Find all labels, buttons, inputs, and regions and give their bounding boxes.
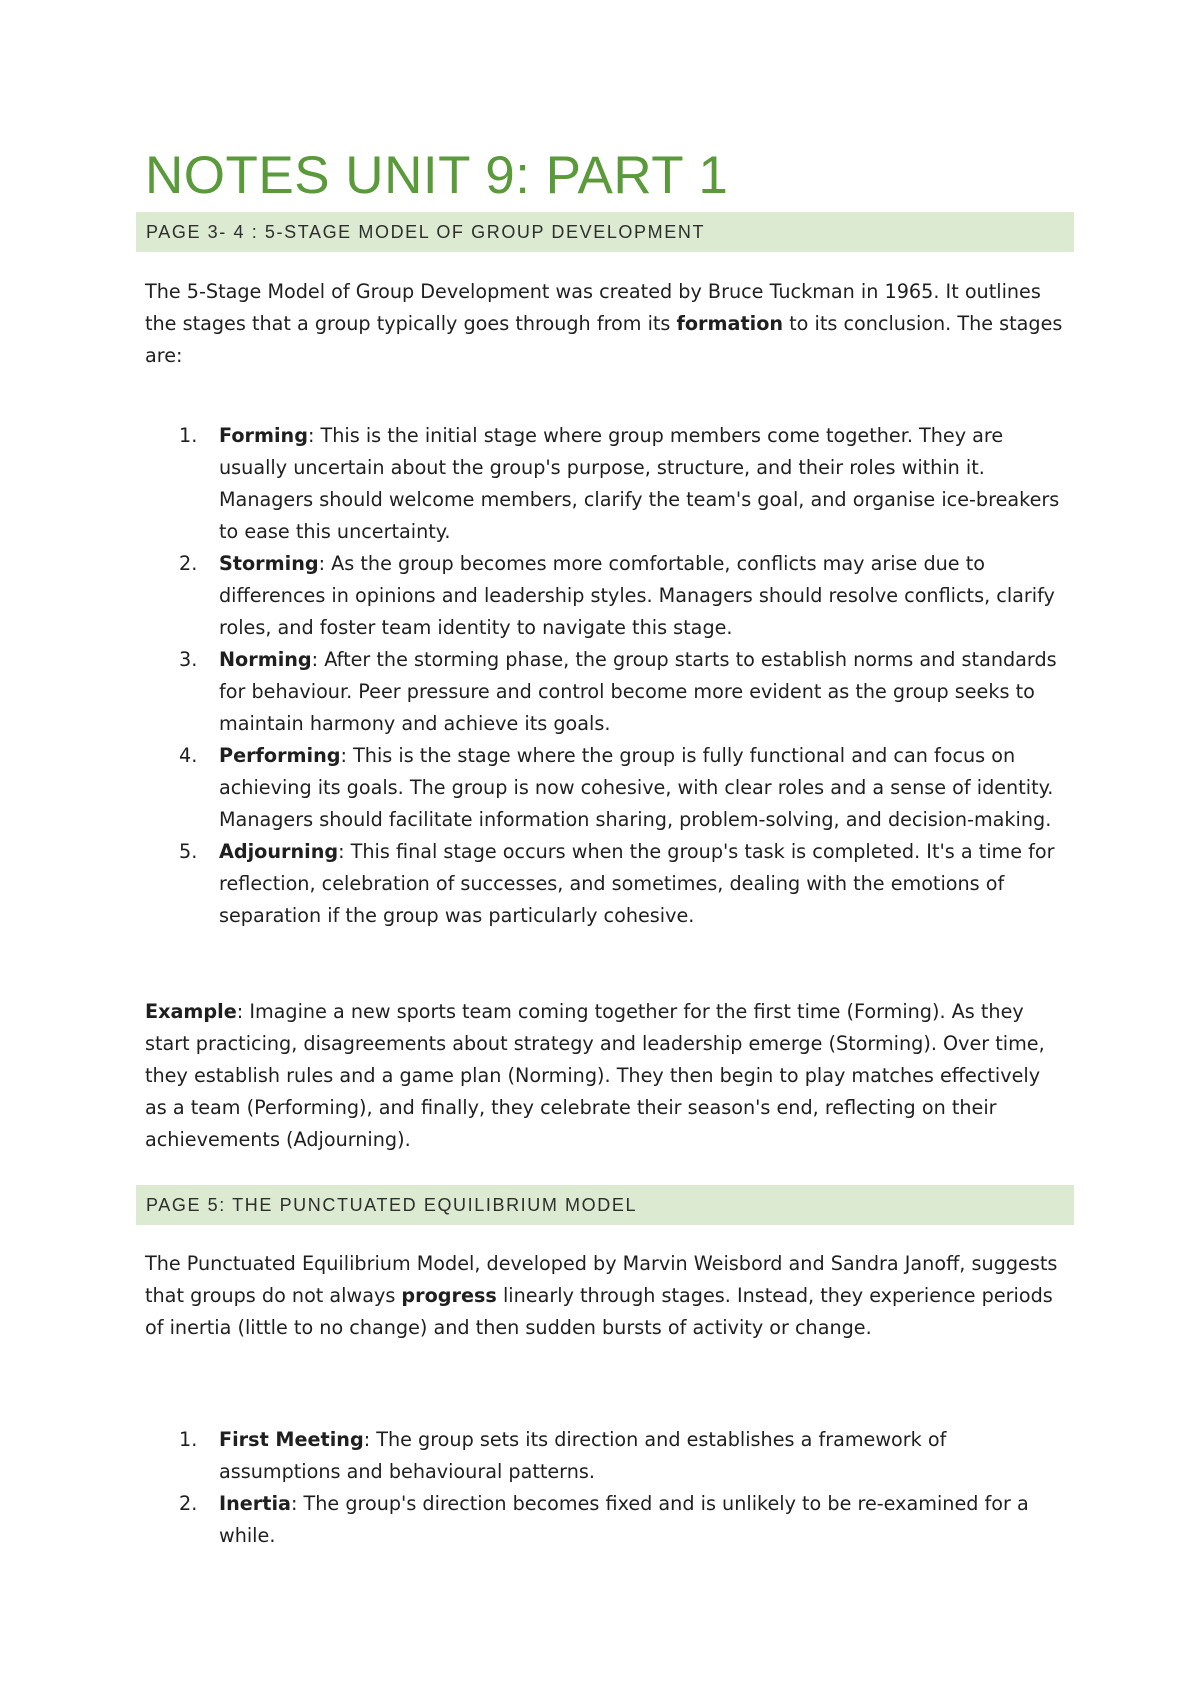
example-text: : Imagine a new sports team coming together for the first time (Forming). As they start practicing, disagreements about strategy and leadership emerge (Storming). Over time, they establish rules and a game plan (Norming). They then begin to play matches effectively as a team (Performing), and finally, they celebrate their season's end, reflecting on their achievements (Adjourning). [145,1000,1045,1151]
intro-text-b: linearly through stages. Instead, they experience periods of inertia (little to no change) and then sudden bursts of activity or change. [145,1284,1053,1339]
example-label: Example [145,1000,237,1023]
list-item [145,1424,1065,1488]
list-number: 2. [179,552,198,575]
intro-text-b: to its conclusion. The stages are: [145,312,1063,367]
section-heading-punctuated-equilibrium: PAGE 5: THE PUNCTUATED EQUILIBRIUM MODEL [136,1185,1074,1225]
phase-text: : The group sets its direction and establishes a framework of assumptions and behavioural patterns. [219,1428,947,1483]
stages-list [145,420,1065,932]
intro-text-a: The 5-Stage Model of Group Development was created by Bruce Tuckman in 1965. It outlines the stages that a group typically goes through from its [145,280,1041,335]
list-number: 4. [179,744,198,767]
list-item [145,836,1065,932]
list-number: 1. [179,424,198,447]
stage-term: Storming [219,552,319,575]
intro-paragraph-punctuated-equilibrium [145,1248,1065,1344]
example-paragraph [145,996,1065,1156]
phase-text: : The group's direction becomes fixed and is unlikely to be re-examined for a while. [219,1492,1029,1547]
list-item [145,740,1065,836]
list-item [145,420,1065,548]
list-number: 1. [179,1428,198,1451]
page-title: NOTES UNIT 9: PART 1 [145,146,729,205]
stage-text: : As the group becomes more comfortable, conflicts may arise due to differences in opinions and leadership styles. Managers should resolve conflicts, clarify roles, and foster team identity to navigate this stage. [219,552,1055,639]
section-heading-stage-model: PAGE 3- 4 : 5-STAGE MODEL OF GROUP DEVELOPMENT [136,212,1074,252]
list-number: 5. [179,840,198,863]
intro-text-a: The Punctuated Equilibrium Model, developed by Marvin Weisbord and Sandra Janoff, suggests that groups do not always [145,1252,1058,1307]
stage-term: Forming [219,424,308,447]
stage-term: Adjourning [219,840,339,863]
list-item [145,1488,1065,1552]
phase-term: First Meeting [219,1428,364,1451]
phases-list [145,1424,1065,1552]
list-number: 3. [179,648,198,671]
stage-text: : This is the stage where the group is fully functional and can focus on achieving its goals. The group is now cohesive, with clear roles and a sense of identity. Managers should facilitate information sharing, problem-solving, and decision-making. [219,744,1054,831]
intro-paragraph-stage-model [145,276,1065,372]
stage-text: : This is the initial stage where group members come together. They are usually uncertain about the group's purpose, structure, and their roles within it. Managers should welcome members, clarify the team's goal, and organise ice-breakers to ease this uncertainty. [219,424,1060,543]
intro-bold-term: progress [401,1284,497,1307]
list-item [145,644,1065,740]
stage-term: Norming [219,648,312,671]
stage-term: Performing [219,744,341,767]
stage-text: : After the storming phase, the group starts to establish norms and standards for behaviour. Peer pressure and control become more evident as the group seeks to maintain harmony and achieve its goals. [219,648,1057,735]
list-number: 2. [179,1492,198,1515]
phase-term: Inertia [219,1492,291,1515]
intro-bold-term: formation [676,312,784,335]
stage-text: : This final stage occurs when the group's task is completed. It's a time for reflection, celebration of successes, and sometimes, dealing with the emotions of separation if the group was particularly cohesive. [219,840,1055,927]
list-item [145,548,1065,644]
